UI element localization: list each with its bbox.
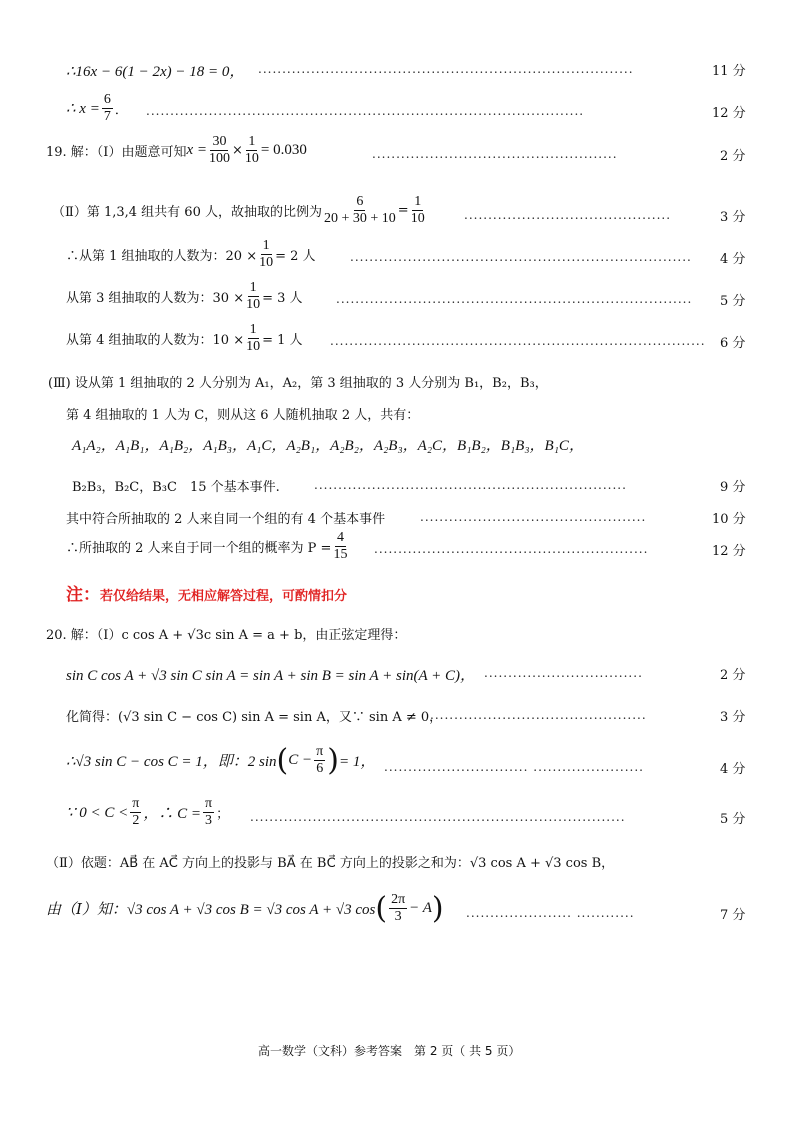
fraction [245,134,259,167]
angle-c-eq [66,796,229,829]
result: = 0.030 [260,142,307,158]
frac-den: 10 [410,211,425,226]
probability-line [66,530,349,563]
equation-text: ∴16x − 6(1 − 2x) − 18 = 0， [66,64,245,80]
frac-num: 1 [262,238,270,253]
left-paren: ( [276,742,289,778]
dot-leader: ......................................................... [374,542,649,556]
frac-den: 10 [259,255,274,270]
dot-leader: .............................................................................. [250,810,626,824]
score-5b: 5 分 [720,812,746,827]
frac-den: 3 [205,813,213,828]
left-paren: ( [375,890,388,926]
dot-leader: ............................................. [430,708,647,722]
text: = 1， [338,754,376,770]
event-list-1: A₁A₂，A₁B₁，A₁B₂，A₁B₃，A₁C，A₂B₁，A₂B₂，A₂B₃，A₂C，B₁B₂，B₁B₃，B₁C， [72,438,584,454]
part-label: （Ⅱ）第 1,3,4 组共有 60 人，故抽取的比例为 [52,205,322,220]
q20-part2: （Ⅱ）依题：AB⃗ 在 AC⃗ 方向上的投影与 BA⃗ 在 BC⃗ 方向上的投影之和为：√3 cos A + √3 cos B， [46,856,615,871]
score-5: 5 分 [720,294,746,309]
score-12: 12 分 [712,106,746,121]
fraction [246,280,260,313]
frac-den: 100 [208,151,230,166]
dot-leader: ........................................... [464,208,672,222]
dot-leader: ................................. [484,666,643,680]
text: − A [409,900,432,916]
eq-prefix: ∴ x = [66,101,100,117]
eq-suffix: ． [114,103,128,118]
projection-sum-eq [46,892,444,925]
fraction [314,744,325,777]
equals: = [397,203,409,218]
frac-num: 1 [248,134,256,149]
score-6: 6 分 [720,336,746,351]
dot-leader: .............................................................................. [258,62,634,76]
q19-label: 19. 解：（Ⅰ）由题意可知 [46,145,187,160]
score-2: 2 分 [720,149,746,164]
frac-den: 3 [394,909,402,924]
frac-den: 7 [103,109,111,124]
text: ∴√3 sin C − cos C = 1，即：2 sin [66,754,277,770]
event-list-2: B₂B₃，B₂C，B₃C 15 个基本事件. [72,480,280,495]
grading-note [66,580,347,605]
dot-leader: ............................................... [420,510,647,524]
frac-num: 6 [103,92,111,107]
score-9: 9 分 [720,480,746,495]
score-2b: 2 分 [720,668,746,683]
score-10: 10 分 [712,512,746,527]
sine-law-eq: sin C cos A + √3 sin C sin A = sin A + sin B = sin A + sin(A + C)， [66,668,476,684]
frac-num: 1 [414,194,422,209]
score-11: 11 分 [712,64,746,79]
frac-num: π [132,796,140,811]
times-sign: × [231,143,243,158]
frac-num: π [316,744,324,759]
note-label: 注： [66,585,100,605]
text: = 1 人 [262,333,303,348]
sine-shift-eq [66,744,375,777]
frac-num: 2π [391,892,406,907]
fraction [130,796,141,829]
text: = 3 人 [262,291,303,306]
text: ； [216,807,230,822]
page-footer: 高一数学（文科）参考答案 第 2 页（ 共 5 页） [258,1044,521,1058]
score-7: 7 分 [720,908,746,923]
frac-den: 10 [246,339,261,354]
dot-leader: ................................................................. [314,478,627,492]
frac-num: 30 [212,134,227,149]
text: = 2 人 [275,249,316,264]
text: ∵ 0 < C < [66,805,129,821]
fraction [102,92,113,125]
frac-den: 20 + 30 + 10 [324,211,396,226]
text: 从第 3 组抽取的人数为：30 × [66,291,245,306]
fraction [246,322,260,355]
q19-part1 [46,134,307,167]
dot-leader: ....................................................................... [350,250,692,264]
frac-den: 6 [316,761,324,776]
same-group-events: 其中符合所抽取的 2 人来自同一个组的有 4 个基本事件 [66,512,386,527]
simplify-eq: 化简得：(√3 sin C − cos C) sin A = sin A，又∵ sin A ≠ 0， [66,710,443,725]
group4-count [66,322,303,355]
fraction [203,796,214,829]
part3-setup: (Ⅲ) 设从第 1 组抽取的 2 人分别为 A₁，A₂，第 3 组抽取的 3 人分别为 B₁，B₂，B₃， [48,376,548,391]
frac-den: 15 [333,547,348,562]
frac-den: 2 [132,813,140,828]
frac-num: 6 [356,194,364,209]
fraction [259,238,273,271]
fraction [333,530,347,563]
score-3: 3 分 [720,210,746,225]
fraction [389,892,407,925]
frac-den: 10 [244,151,259,166]
score-4b: 4 分 [720,762,746,777]
frac-num: 1 [249,322,257,337]
text: ∴从第 1 组抽取的人数为：20 × [66,249,258,264]
dot-leader: ........................................................................................... [146,104,585,118]
score-12b: 12 分 [712,544,746,559]
right-paren: ) [431,890,444,926]
score-4: 4 分 [720,252,746,267]
fraction [324,194,396,227]
frac-num: 1 [249,280,257,295]
right-paren: ) [327,742,339,778]
text: ∴所抽取的 2 人来自于同一个组的概率为 P = [66,541,332,556]
eq-line-1 [66,60,244,81]
eq-line-2 [66,92,128,125]
dot-leader: .......................................................................... [336,292,693,306]
group3-count [66,280,303,313]
dot-leader: ................................................... [372,147,618,161]
frac-num: 4 [336,530,344,545]
dot-leader: .............................. ....................... [384,760,644,774]
q19-part2 [52,194,427,227]
text: C − [288,752,313,768]
dot-leader: ...................... ............ [466,906,635,920]
fraction [411,194,425,227]
frac-den: 10 [246,297,261,312]
q20-part1: 20. 解：（Ⅰ）c cos A + √3c sin A = a + b，由正弦定理得： [46,628,407,643]
frac-num: π [205,796,213,811]
group1-count [66,238,316,271]
eq-var: x = [186,142,207,158]
note-text: 若仅给结果，无相应解答过程，可酌情扣分 [100,589,348,604]
text: ，∴ C = [143,806,202,822]
text: 由（Ⅰ）知：√3 cos A + √3 cos B = √3 cos A + √3 cos [46,902,376,918]
score-3b: 3 分 [720,710,746,725]
part3-group4: 第 4 组抽取的 1 人为 C，则从这 6 人随机抽取 2 人，共有： [66,408,420,423]
fraction [209,134,230,167]
dot-leader: .............................................................................. [330,334,706,348]
text: 从第 4 组抽取的人数为：10 × [66,333,245,348]
